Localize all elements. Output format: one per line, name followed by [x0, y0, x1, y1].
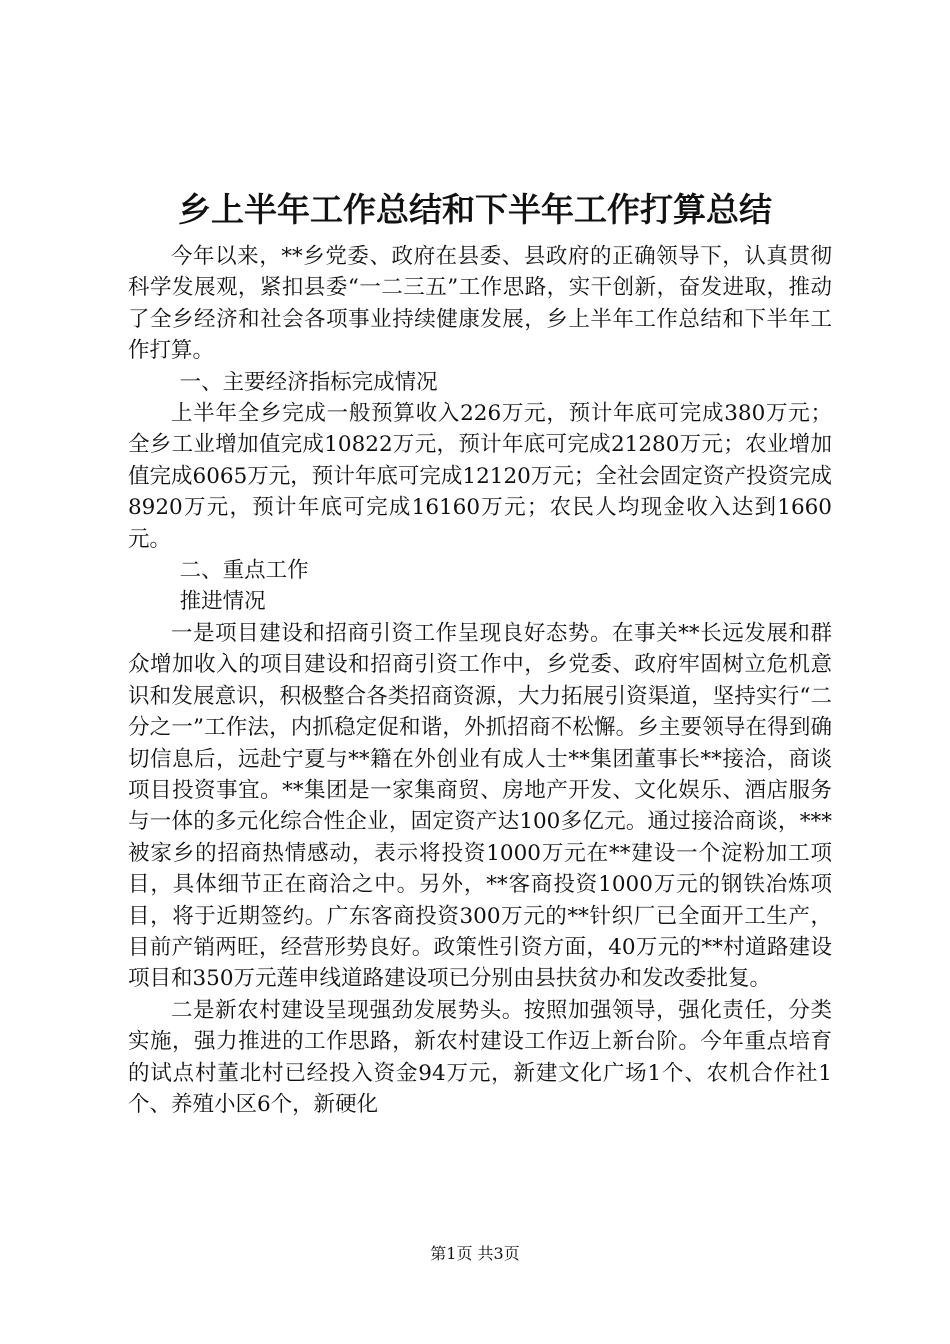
new-countryside-paragraph: 二是新农村建设呈现强劲发展势头。按照加强领导，强化责任，分类实施，强力推进的工作思路，新农村建设工作迈上新台阶。今年重点培育的试点村董北村已经投入资金94万元，新建文化广场1个、农机合作社1个、养殖小区6个，新硬化 — [128, 997, 832, 1117]
section-heading-key-work: 二、重点工作 — [179, 558, 309, 584]
document-body — [128, 241, 832, 1120]
document-title: 乡上半年工作总结和下半年工作打算总结 — [178, 190, 772, 229]
section-heading-economic-indicators: 一、主要经济指标完成情况 — [179, 369, 438, 395]
intro-paragraph: 今年以来，**乡党委、政府在县委、县政府的正确领导下，认真贯彻科学发展观，紧扣县委“一二三五”工作思路，实干创新，奋发进取，推动了全乡经济和社会各项事业持续健康发展，乡上半年工作总结和下半年工作打算。 — [128, 244, 832, 364]
economic-indicators-paragraph: 上半年全乡完成一般预算收入226万元，预计年底可完成380万元；全乡工业增加值完成10822万元，预计年底可完成21280万元；农业增加值完成6065万元，预计年底可完成12120万元；全社会固定资产投资完成8920万元，预计年底可完成16160万元；农民人均现金收入达到1660元。 — [128, 401, 832, 552]
page-footer: 第1页 共3页 — [430, 1244, 520, 1263]
section-subheading-progress: 推进情况 — [179, 589, 266, 615]
project-investment-paragraph: 一是项目建设和招商引资工作呈现良好态势。在事关**长远发展和群众增加收入的项目建设和招商引资工作中，乡党委、政府牢固树立危机意识和发展意识，积极整合各类招商资源，大力拓展引资渠道，坚持实行“二分之一”工作法，内抓稳定促和谐，外抓招商不松懈。乡主要领导在得到确切信息后，远赴宁夏与**籍在外创业有成人士**集团董事长**接洽，商谈项目投资事宜。**集团是一家集商贸、房地产开发、文化娱乐、酒店服务与一体的多元化综合性企业，固定资产达100多亿元。通过接洽商谈，***被家乡的招商热情感动，表示将投资1000万元在**建设一个淀粉加工项目，具体细节正在商洽之中。另外，**客商投资1000万元的钢铁冶炼项目，将于近期签约。广东客商投资300万元的**针织厂已全面开工生产，目前产销两旺，经营形势良好。政策性引资方面，40万元的**村道路建设项目和350万元莲申线道路建设项已分别由县扶贫办和发改委批复。 — [128, 620, 832, 992]
